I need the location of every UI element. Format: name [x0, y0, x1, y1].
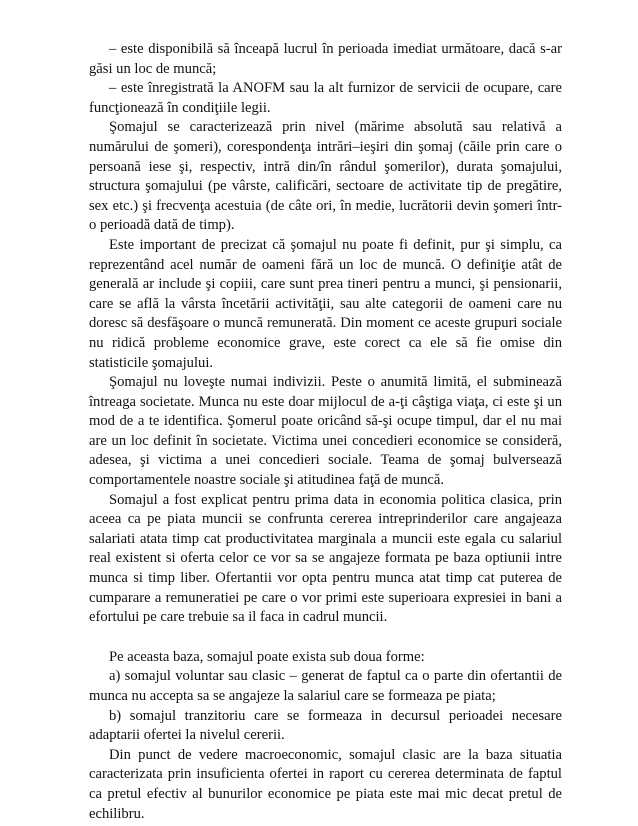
paragraph-availability-condition: – este disponibilă să înceapă lucrul în perioada imediat următoare, dacă s-ar găsi un loc de muncă; — [89, 41, 562, 77]
list-item-voluntary-unemployment: a) somajul voluntar sau clasic – generat de faptul ca o parte din ofertantii de munca nu accepta sa se angajeze la salariul care se formeaza pe piata; — [89, 668, 562, 704]
list-item-transitional-unemployment: b) somajul tranzitoriu care se formeaza in decursul perioadei necesare adaptarii ofertei la nivelul cererii. — [89, 707, 562, 744]
paragraph-social-impact: Şomajul nu loveşte numai indivizii. Peste o anumită limită, el subminează întreaga societate. Munca nu este doar mijlocul de a-ţi câştiga viaţa, ci este şi un mod de a te identifica. Şomerul poate oricând să-şi ocupe timpul, dar el nu mai are un loc definit în societate. Victima unei concedieri economice se consideră, adesea, şi victima a unei concedieri sociale. Teama de şomaj bulversează comportamentele noastre sociale şi atitudinea faţă de muncă. — [89, 374, 562, 489]
paragraph-classical-explanation: Somajul a fost explicat pentru prima data in economia politica clasica, prin aceea ca pe piata muncii se confrunta cererea intreprinderilor care angajeaza salariati atata timp cat productivitatea marginala a muncii este egala cu salariul real existent si oferta celor ce vor sa se angajeze formata pe baza optiunii intre munca si timp liber. Ofertantii vor opta pentru munca atat timp cat puterea de cumparare a remuneratiei pe care o vor primi este superioara expresiei in bani a efortului pe care trebuie sa il faca in cadrul muncii. — [89, 491, 562, 626]
paragraph-unemployment-characteristics: Şomajul se caracterizează prin nivel (mărime absolută sau relativă a numărului de şomeri), corespondenţa intrări–ieşiri din şomaj (căile prin care o persoană iese şi, respectiv, intră din/în rândul şomerilor), durata şomajului, structura şomajului (pe vârste, calificări, sectoare de activitate tip de pregătire, sex etc.) şi frecvenţa acestuia (de câte ori, în medie, lucrătorii devin şomeri într-o perioadă dată de timp). — [89, 119, 562, 234]
paragraph-two-forms-intro: Pe aceasta baza, somajul poate exista sub doua forme: — [109, 648, 425, 665]
paragraph-anofm-registration: – este înregistrată la ANOFM sau la alt furnizor de servicii de ocupare, care funcţionează în condiţiile legii. — [89, 80, 562, 116]
paragraph-macroeconomic-view: Din punct de vedere macroeconomic, somajul clasic are la baza situatia caracterizata prin insuficienta ofertei in raport cu cererea determinata de faptul ca pretul efectiv al bunurilor economice pe piata este mai mic decat pretul de echilibru. — [89, 746, 562, 822]
paragraph-definition-note: Este important de precizat că şomajul nu poate fi definit, pur şi simplu, ca reprezentând acel număr de oameni fără un loc de muncă. O definiţie atât de generală ar include şi copiii, care sunt prea tineri pentru a munci, şi pensionarii, care se află la vârsta încetării activităţii, sau alte categorii de oameni care nu doresc să desfăşoare o muncă remunerată. Din moment ce aceste grupuri sociale nu ridică probleme economice grave, este corect ca ele să fie omise din statisticile şomajului. — [89, 236, 562, 371]
